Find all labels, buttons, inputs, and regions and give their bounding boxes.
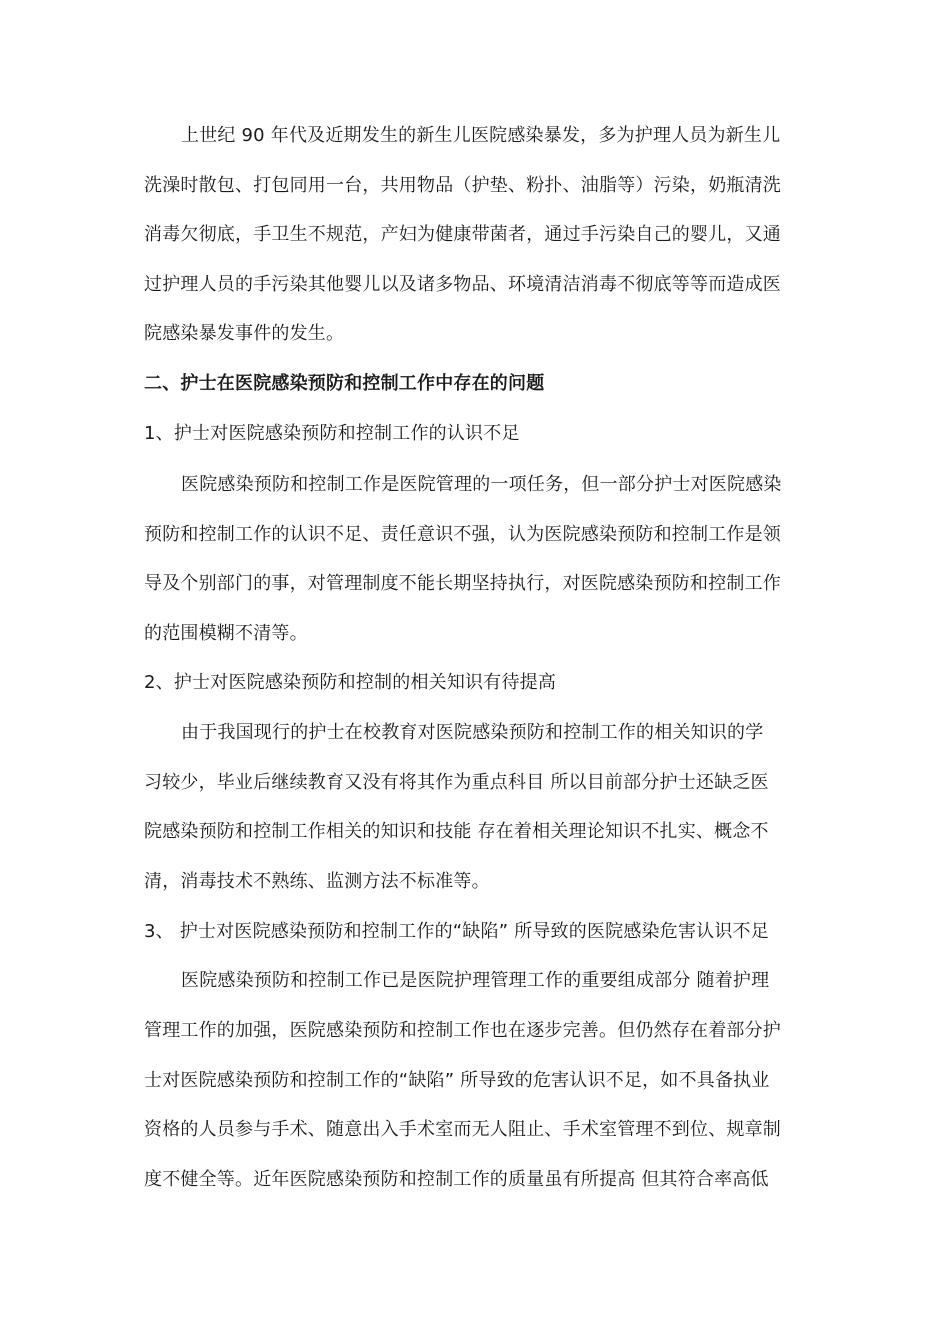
paragraph-line: 导及个别部门的事，对管理制度不能长期坚持执行，对医院感染预防和控制工作	[144, 573, 781, 594]
paragraph-line: 的范围模糊不清等。	[144, 623, 308, 644]
subsection-heading: 3、 护士对医院感染预防和控制工作的“缺陷” 所导致的医院感染危害认识不足	[144, 921, 769, 942]
paragraph-line: 消毒欠彻底，手卫生不规范，产妇为健康带菌者，通过手污染自己的婴儿，又通	[144, 224, 781, 245]
paragraph-line: 院感染暴发事件的发生。	[144, 323, 345, 344]
paragraph-line: 度不健全等。近年医院感染预防和控制工作的质量虽有所提高 但其符合率高低	[144, 1169, 769, 1190]
paragraph-line: 医院感染预防和控制工作是医院管理的一项任务，但一部分护士对医院感染	[181, 474, 782, 495]
paragraph-line: 预防和控制工作的认识不足、责任意识不强，认为医院感染预防和控制工作是领	[144, 524, 781, 545]
paragraph-line: 院感染预防和控制工作相关的知识和技能 存在着相关理论知识不扎实、概念不	[144, 821, 769, 842]
paragraph-line: 由于我国现行的护士在校教育对医院感染预防和控制工作的相关知识的学	[181, 722, 764, 743]
paragraph-line: 管理工作的加强，医院感染预防和控制工作也在逐步完善。但仍然存在着部分护	[144, 1020, 781, 1041]
section-heading: 二、护士在医院感染预防和控制工作中存在的问题	[144, 373, 545, 394]
paragraph-line: 资格的人员参与手术、随意出入手术室而无人阻止、手术室管理不到位、规章制	[144, 1119, 781, 1140]
subsection-heading: 2、护士对医院感染预防和控制的相关知识有待提高	[144, 672, 557, 693]
paragraph-line: 医院感染预防和控制工作已是医院护理管理工作的重要组成部分 随着护理	[181, 970, 770, 991]
paragraph-line: 士对医院感染预防和控制工作的“缺陷” 所导致的危害认识不足，如不具备执业	[144, 1070, 770, 1091]
paragraph-line: 过护理人员的手污染其他婴儿以及诸多物品、环境清洁消毒不彻底等等而造成医	[144, 274, 781, 295]
paragraph-line: 习较少，毕业后继续教育又没有将其作为重点科目 所以目前部分护士还缺乏医	[144, 772, 769, 793]
paragraph-line: 洗澡时散包、打包同用一台，共用物品（护垫、粉扑、油脂等）污染，奶瓶清洗	[144, 175, 781, 196]
paragraph-line: 上世纪 90 年代及近期发生的新生儿医院感染暴发，多为护理人员为新生儿	[181, 125, 781, 146]
paragraph-line: 清，消毒技术不熟练、监测方法不标准等。	[144, 871, 490, 892]
subsection-heading: 1、护士对医院感染预防和控制工作的认识不足	[144, 423, 520, 444]
